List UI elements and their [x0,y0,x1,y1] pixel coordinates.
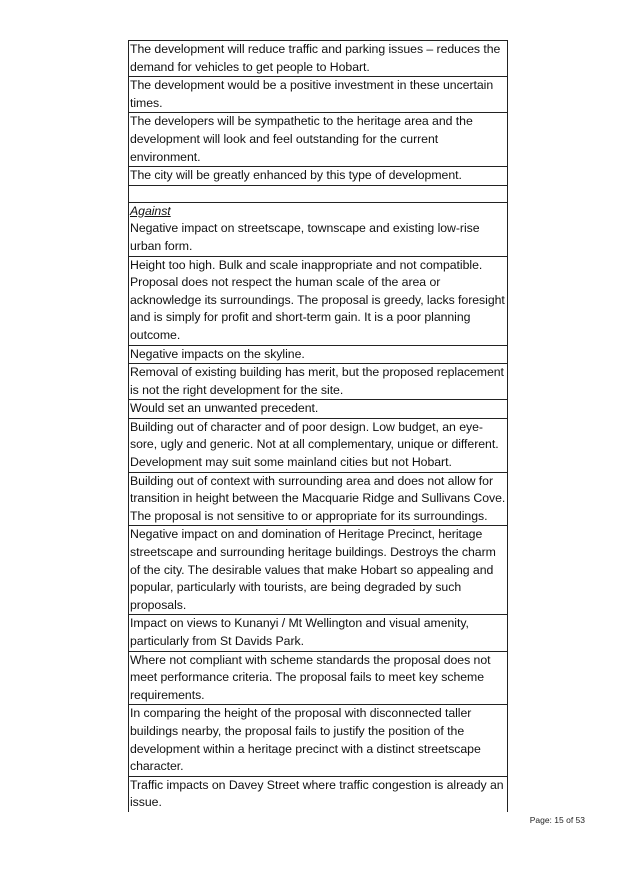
table-row: Where not compliant with scheme standards the proposal does not meet performance criteria. The proposal fails to meet key scheme requirements. [129,652,507,706]
table-row: Height too high. Bulk and scale inappropriate and not compatible. Proposal does not respect the human scale of the area or acknowledge its surroundings. The proposal is greedy, lacks foresight and is simply for profit and short-term gain. It is a poor planning outcome. [129,257,507,346]
table-row: The development would be a positive investment in these uncertain times. [129,77,507,113]
table-row: Removal of existing building has merit, but the proposed replacement is not the right development for the site. [129,364,507,400]
table-row: Building out of context with surrounding area and does not allow for transition in height between the Macquarie Ridge and Sullivans Cove. The proposal is not sensitive to or appropriate for its surroundings. [129,473,507,527]
table-row: Negative impact on and domination of Heritage Precinct, heritage streetscape and surrounding heritage buildings. Destroys the charm of the city. The desirable values that make Hobart so appealing and popular, particularly with tourists, are being degraded by such proposals. [129,526,507,615]
table-row: Traffic impacts on Davey Street where traffic congestion is already an issue. [130,777,504,810]
table-row: Building out of character and of poor design. Low budget, an eye-sore, ugly and generic. Not at all complementary, unique or different. Development may suit some mainland cities but not Hobart. [129,419,507,473]
submissions-table [128,40,508,812]
against-first-point: Negative impact on streetscape, townscape and existing low-rise urban form. [130,221,480,253]
table-row: Impact on views to Kunanyi / Mt Wellington and visual amenity, particularly from St Davids Park. [129,615,507,651]
table-row: The developers will be sympathetic to the heritage area and the development will look and feel outstanding for the current environment. [129,113,507,167]
table-row: The city will be greatly enhanced by this type of development. [129,167,507,186]
table-row: In comparing the height of the proposal with disconnected taller buildings nearby, the proposal fails to justify the position of the development within a heritage precinct with a distinct streetscape character. [129,705,507,776]
page-number: Page: 15 of 53 [529,815,585,825]
table-row: The development will reduce traffic and parking issues – reduces the demand for vehicles to get people to Hobart. [129,41,507,77]
against-section-row [129,203,507,257]
table-row: Would set an unwanted precedent. [129,400,507,419]
against-heading: Against [130,203,171,218]
spacer-row [129,186,507,203]
table-row: Negative impacts on the skyline. [129,346,507,365]
